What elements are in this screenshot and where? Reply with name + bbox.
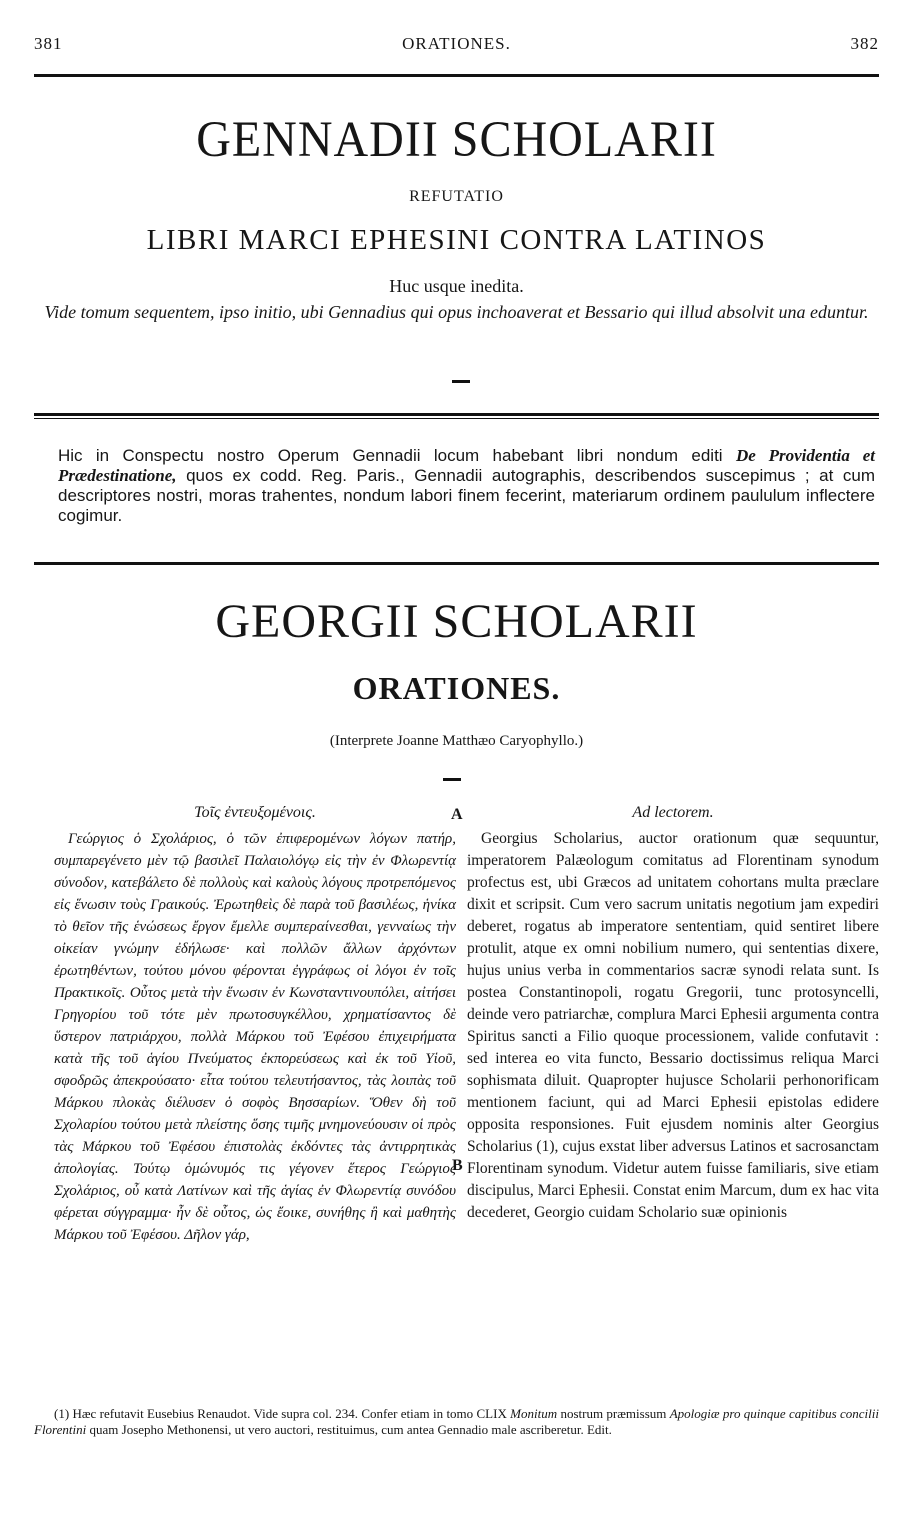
page-number-left: 381 bbox=[34, 34, 63, 53]
subtitle: REFUTATIO bbox=[409, 188, 504, 205]
page-number-right: 382 bbox=[850, 34, 879, 53]
latin-paragraph: Georgius Scholarius, auctor orationum quæ sequuntur, imperatorem Palæologum comitatus ad Florentinam synodum profectus est, ubi Græcos ad unitatem cohortans multa præclare dixit et scripsit. Cum vero sacrum unitatis negotium jam expediri deberet, rogatus ab imperatore sententiam, quid sentiret libere protulit, atque ex omni nobilium numero, qui sententias dixere, hujus unius verba in commentarios sacræ synodi relata sunt. Is postea Constantinopoli, rogatu Gregorii, tunc protosyncelli, deinde vero patriarchæ, complura Marci Ephesii argumenta contra Spiritus sancti a Filio quoque processionem, valide confutavit : sed interea eo vita functo, Bessario doctissimus reliqua Marci sophismata diluit. Quapropter hujusce Scholarii perhonorificam mentionem faciunt, qui ad Marci Ephesii epistolas edidere opposita responsiones. Fuit ejusdem nominis alter Georgius Scholarius (1), cujus exstat liber adversus Latinos et sacrosanctam Florentinam synodum. Videtur autem fuisse familiaris, sive etiam discipulus, Marci Ephesii. Constat enim Marcum, dum ex hac vita decederet, Georgio cuidam Scholario suæ opinionis bbox=[467, 830, 879, 1221]
footnote-text-3: quam Josepho Methonensi, ut vero auctori, restituimus, cum antea Gennadio male ascriberetur. Edit. bbox=[86, 1422, 612, 1437]
latin-column bbox=[467, 804, 879, 1224]
running-title: ORATIONES. bbox=[402, 34, 511, 53]
running-header bbox=[34, 34, 879, 56]
editorial-note: Vide tomum sequentem, ipso initio, ubi Gennadius qui opus inchoaverat et Bessario qui illud absolvit una eduntur. bbox=[44, 302, 869, 322]
section-double-rule bbox=[34, 413, 879, 419]
interpreter-line: (Interprete Joanne Matthæo Caryophyllo.) bbox=[329, 733, 584, 749]
footnote-text-1: (1) Hæc refutavit Eusebius Renaudot. Vide supra col. 234. Confer etiam in tomo CLIX bbox=[54, 1406, 511, 1421]
section-subtitle: ORATIONES. bbox=[352, 670, 561, 706]
intro-rule bbox=[34, 562, 879, 565]
footnote-text-2: nostrum præmissum bbox=[557, 1406, 670, 1421]
intro-text-2: quos ex codd. Reg. Paris., Gennadii autographis, describendos suscepimus ; at cum descriptores nostri, moras trahentes, nondum labori finem fecerint, materiarum ordinem paululum inflectere cogimur. bbox=[58, 466, 875, 525]
footnote bbox=[34, 1406, 879, 1438]
title-dash bbox=[452, 380, 470, 383]
main-title: GENNADII SCHOLARII bbox=[196, 111, 717, 168]
section-dash bbox=[443, 778, 461, 781]
latin-heading: Ad lectorem. bbox=[632, 804, 714, 821]
greek-column bbox=[54, 804, 456, 1246]
greek-text bbox=[54, 828, 456, 1246]
section-title: GEORGII SCHOLARII bbox=[215, 595, 698, 648]
footnote-italic-2: Apologiæ pro quinque capitibus concilii Florentini bbox=[34, 1406, 879, 1437]
work-title: LIBRI MARCI EPHESINI CONTRA LATINOS bbox=[146, 224, 767, 256]
intro-paragraph bbox=[58, 446, 875, 526]
margin-marker-b: B bbox=[452, 1157, 463, 1174]
margin-marker-a: A bbox=[451, 806, 463, 823]
greek-heading: Τοῖς ἐντευξομένοις. bbox=[194, 804, 316, 821]
intro-italic-title: De Providentia et Prædestinatione, bbox=[58, 446, 875, 485]
latin-text bbox=[467, 828, 879, 1224]
status-line: Huc usque inedita. bbox=[389, 276, 524, 296]
greek-paragraph: Γεώργιος ὁ Σχολάριος, ὁ τῶν ἐπιφερομένων λόγων πατήρ, συμπαρεγένετο μὲν τῷ βασιλεῖ Παλαιολόγῳ εἰς τὴν ἐν Φλωρεντίᾳ σύνοδον, κατεβάλετο δὲ πολλοὺς καὶ καλοὺς λόγους προτρεπόμενος εἰς ἕνωσιν τοὺς Γραικούς. Ἐρωτηθεὶς δὲ παρὰ τοῦ βασιλέως, ἡνίκα τὸ θεῖον τῆς ἑνώσεως ἔργον ἔμελλε συμπεραίνεσθαι, γενναίως τὴν οἰκείαν γνώμην ἐδήλωσε· καὶ πολλῶν ἄλλων ἀρχόντων ἐρωτηθέντων, τούτου μόνου φέρονται ἐγγράφως οἱ λόγοι ἐν τοῖς Πρακτικοῖς. Οὗτος μετὰ τὴν ἕνωσιν ἐν Κωνσταντινουπόλει, αἰτήσει Γρηγορίου τοῦ τότε μὲν πρωτοσυγκέλλου, χρηματίσαντος δὲ ὕστερον πατριάρχου, πολλὰ Μάρκου τοῦ Ἐφέσου ἐπιχειρήματα κατὰ τῆς τοῦ ἁγίου Πνεύματος ἐκπορεύσεως καὶ ἐκ τοῦ Υἱοῦ, σφοδρῶς ἀπεκρούσατο· εἶτα τούτου τελευτήσαντος, τὰς λοιπὰς τοῦ Μάρκου πλοκὰς διέλυσεν ὁ σοφὸς Βησσαρίων. Ὅθεν δὴ τοῦ Σχολαρίου τούτου μετὰ πλείστης ὅσης τιμῆς μνημονεύουσιν οἱ πρὸς τὰς Μάρκου τοῦ Ἐφέσου ἐπιστολὰς ἐκδόντες τὰς ἀντιρρητικὰς ἀπολογίας. Τούτῳ ὁμώνυμός τις γέγονεν ἕτερος Γεώργιος Σχολάριος, οὗ κατὰ Λατίνων καὶ τῆς ἁγίας ἐν Φλωρεντίᾳ συνόδου φέρεται σύγγραμμα· ἦν δὲ οὗτος, ὡς ἔοικε, συνήθης ἢ καὶ μαθητὴς Μάρκου τοῦ Ἐφέσου. Δῆλον γάρ, bbox=[54, 831, 456, 1243]
intro-text-1: Hic in Conspectu nostro Operum Gennadii locum habebant libri nondum editi bbox=[58, 446, 736, 465]
footnote-italic-1: Monitum bbox=[510, 1406, 558, 1421]
header-rule bbox=[34, 74, 879, 77]
